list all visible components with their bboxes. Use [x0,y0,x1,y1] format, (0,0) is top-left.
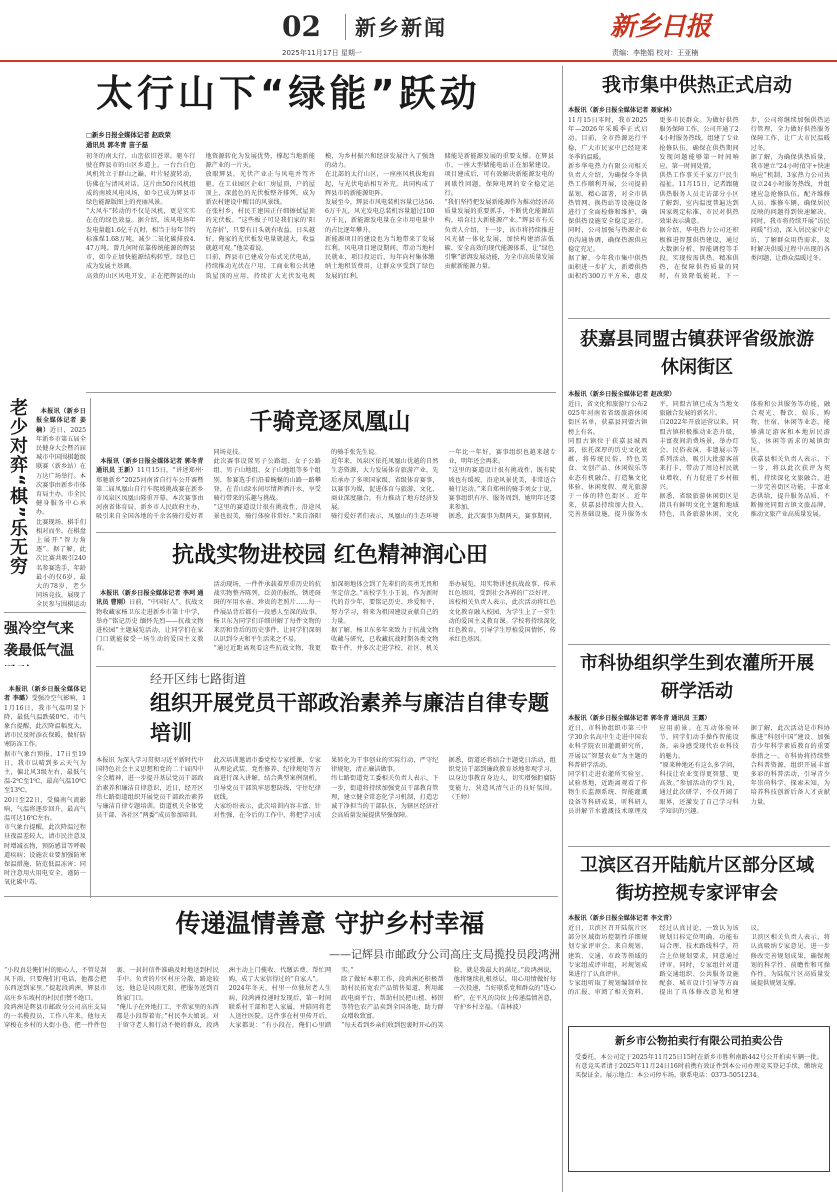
headline-chess-text: 老少对弈“棋”乐无穷 [7,398,28,576]
issue-date: 2025年11月17日 星期一 [282,49,362,57]
divider-lead-bottom [86,392,556,393]
divider-mid-3 [4,896,558,897]
headline-weibin: 卫滨区召开陆航片区部分区域街坊控规专家评审会 [580,855,814,904]
headline-chess [4,398,34,618]
feature-subtitle: ——记辉县市邮政分公司高庄支局揽投员段鸿洲 [329,948,560,961]
headline-tongmeng: 获嘉县同盟古镇获评省级旅游休闲街区 [580,329,814,378]
headline-cycling: 千骑竞逐凤凰山 [249,409,411,435]
headline-war-relics: 抗战实物进校园 红色精神润心田 [172,543,488,568]
divider-right-3 [568,846,830,847]
headline-lead-text: 太行山下“绿能”跃动 [96,72,481,115]
weather-article-body [4,676,86,896]
divider-mid-1 [96,532,556,533]
headline-weather: 强冷空气来袭最低气温 [4,621,74,659]
headline-heating: 我市集中供热正式启动 [601,74,792,96]
divider-right-1 [568,318,830,319]
training-kicker: 经开区纬七路街道 [150,672,247,686]
auction-notice-title: 新乡市公物拍卖行有限公司拍卖公告 [615,1035,783,1047]
divider-vertical-left [90,398,91,898]
science-byline: 本报讯（新乡日报全媒体记者 郭冬青 通讯员 王露） [568,715,711,722]
cycling-byline: 本报讯（新乡日报全媒体记者 郭冬青 通讯员 王新） [96,458,206,475]
chess-byline: 本报讯（新乡日报全媒体记者 姜楠） [36,408,86,434]
war-relics-byline: 本报讯（新乡日报全媒体记者 李珂 通讯员 曹刚） [96,590,204,607]
feature-article-body: “小段真是俺们村的贴心人，不管是刮风下雨，只要俺们打电话，他都会把东西送到家里。”提起段鸿洲，辉县市高庄乡东坡村的村民们赞不绝口。 段鸿洲是辉县市邮政分公司高庄支局的一名揽投员，工作八年来，他每天穿梭在乡村的大街小巷，把一件件包裹、一封封信件准确及时地送到村民手中。负责的片区村庄分散、路途较远，他总是风雨无阻，把服务送到百姓家门口。 “俺儿子在外地打工，平常家里的东西都是小段帮着寄。”村民李大娘说。对于留守老人和行动不便的群众，段鸿洲主动上门揽收、代缴话费、帮忙网购，成了大家信得过的“自家人”。 2024年冬天，村里一位独居老人生病，段鸿洲投递时发现后，第一时间联系村干部和老人家属，并陪同将老人送往医院。这件事在村里传开后，大家都说：“有小段在，俺们心里踏实。” 除了做好本职工作，段鸿洲还积极帮助村民拓宽农产品销售渠道，利用邮政电商平台，帮助村民把山楂、柿饼等特色农产品卖到全国各地，助力群众增收致富。 “每天看到乡亲们收到包裹时开心的笑脸，就是我最大的满足。”段鸿洲说，他将继续扎根基层，用心用情做好每一次投递，当好联系党和群众的“连心桥”，在平凡的岗位上传递温情善意，守护乡村幸福。（苗林波） [4,967,556,1030]
headline-feature: 传递温情善意 守护乡村幸福 [175,909,485,938]
weibin-article-body: 近日，卫滨区召开陆航片区部分区域街坊控制性详细规划专家评审会。来自规划、建筑、交通、市政等领域的专家组成评审组，对规划成果进行了认真评审。 专家组听取了规划编制单位的汇报，审阅了相关资料，经过认真讨论，一致认为该规划目标定位明确、功能布局合理、技术路线科学，符合上位规划要求，同意通过评审。同时，专家组针对道路交通组织、公共服务设施配套、城市设计引导等方面提出了具体修改意见和建议。 卫滨区相关负责人表示，将认真吸纳专家意见，进一步修改完善规划成果，确保规划的科学性、前瞻性和可操作性，为陆航片区高质量发展提供规划支撑。 [568,925,830,997]
lead-article-body: 初冬的南太行，山峦依旧苍翠。驱车行驶在辉县市的山区乡道上，一台台白色风机耸立于群山之巅，叶片轻旋转动，仿佛在与清风对话。这片由50台风机组成的南坡风电风场，如今已成为辉县市绿色能源版图上的亮丽风景。 “大风车”转动的不仅是风机，更是实实在在的绿色效益。据介绍，该风电场年发电量超1.6亿千瓦时，相当于每年节约标准煤1.68万吨，减少二氧化碳排放4.47万吨。曾几何时依靠传统能源的辉县市，如今正加快能源结构转型，绿色已成为发展主基调。 高效的山区风电开发，正在把辉县的山地资源转化为发展优势，撑起当地新能源产业的一片天。 放眼辉县，光伏产业正与风电并驾齐驱。在工业园区企业厂房屋顶，户的屋顶上，深蓝色的光伏板整齐排列，成为新农村建设中醒目的风景线。 在张村乡，村民王建国正仔细擦拭屋顶的光伏板。“这些板子可是我们家的‘阳光存折’，只要有日头就有收益，日头越好，俺家的光伏板发电量就越大，收益就越可观。”他笑着说。 目前，辉县市已建成分布式光伏电站，持续推动光伏在户用、工商业和公共建筑屋顶的应用，持续扩大光伏发电规模，为乡村振兴和经济发展注入了强劲的动力。 在北部的太行山区，一座座风机拔地而起，与光伏电站相互补充，共同构成了辉县市的新能源矩阵。 发展至今，辉县市风电装机容量已达56.6万千瓦，风光发电总装机容量超过100万千瓦，新能源发电量在全市用电量中的占比逐年攀升。 新能源项目的建设也为当地带来了发展红利。风电项目建设期间，带动当地村民就业，项目投运后，每年向村集体缴纳土地租赁费用，让群众享受到了绿色发展的红利。 储能是新能源发展的重要支撑。在辉县市，一座大型储能电站正在加紧建设。项目建成后，可有效解决新能源发电的间歇性问题，保障电网的安全稳定运行。 “我们坚持把发展新能源作为推动经济高质量发展的重要抓手，不断优化能源结构，培育壮大新能源产业。”辉县市有关负责人介绍，下一步，该市将持续推进风光储一体化发展，加快构建清洁低碳、安全高效的现代能源体系，让“绿色引擎”澎湃发展动能，为全市高质量发展贡献新能源力量。 [86,153,554,280]
lead-byline-1: □新乡日报全媒体记者 赵政荣 [86,131,171,139]
tongmeng-byline: 本报讯（新乡日报全媒体记者 赵改荣） [568,391,676,398]
divider-vertical-right [562,66,563,1192]
headline-science: 市科协组织学生到农灌所开展研学活动 [580,653,814,702]
training-article-body: 本报讯 为深入学习贯彻习近平新时代中国特色社会主义思想和党的二十届四中全会精神，进一步提升基层党员干部政治素养和廉洁自律意识，近日，经开区纬七路街道组织开展党员干部政治素养与廉洁自律专题培训。街道机关全体党员干部、各社区“两委”成员参加培训。 此次培训邀请市委党校专家授课，专家从理论武装、党性修养、纪律规矩等方面进行深入讲解，结合典型案例剖析，引导党员干部筑牢思想防线，守住纪律底线。 大家纷纷表示，此次培训内容丰富、针对性强，在今后的工作中，将把学习成果转化为干事创业的实际行动，严守纪律规矩，清正廉洁做事。 纬七路街道党工委相关负责人表示，下一步，街道将持续加强党员干部教育管理，建立健全常态化学习机制，打造忠诚干净担当的干部队伍，为辖区经济社会高质量发展提供坚强保障。 据悉，街道还将结合主题党日活动，组织党员干部到廉政教育基地参观学习，以身边事教育身边人，切实增强拒腐防变能力，营造风清气正的良好氛围。（王婷） [96,757,556,820]
cycling-body-text: 11月15日，“讲述郑州·郑驰新乡”2025河南省自行车公开赛暨第二届凤凰山自行车爬坡挑战赛在新乡市凤泉区凤凰山隆重开幕。本次赛事由河南省体育局、新乡市人民政府主办，吸引来自全国各地的千余名骑行爱好者同场竞技。 此次赛事设置男子公路组、女子公路组、男子山地组、女子山地组等多个组别，参赛选手们沿着蜿蜒的山路一路攀登，在青山绿水间尽情挥洒汗水，享受骑行带来的乐趣与挑战。 “这里的赛道设计很有挑战性，沿途风景也很美，骑行体验非常好。”来自洛阳的骑手张先生说。 近年来，凤泉区依托凤凰山优越的自然生态资源，大力发展体育旅游产业，先后承办了多项国家级、省级体育赛事，以赛事为媒，促进体育与旅游、文化、商业深度融合，有力推动了地方经济发展。 骑行爱好者们表示，凤凰山的生态环境一年比一年好，赛事组织也越来越专业，明年还会再来。 “这里的赛道设计很有挑战性，既有陡坡也有缓坡，沿途风景优美，非常适合骑行运动。”来自郑州的骑手刘女士说，赛事组织有序、服务周到，她明年还要来参加。 据悉，此次赛事为期两天，赛事期间， [96,449,556,521]
section-title: 新乡新闻 [355,16,447,40]
masthead-rule [0,60,837,62]
divider-mid-2 [96,666,556,667]
masthead-divider [345,14,346,40]
editor-credits: 责编：李艳娟 校对：王亚楠 [612,49,699,57]
cycling-article-body [96,448,556,528]
page-number: 02 [282,10,321,43]
heating-article-body: 11月15日零时，我市2025年—2026年采暖季正式启动。目前，全市热源运行平稳，广大市民家中已经迎来冬季的温暖。 新乡华电热力有限公司相关负责人介绍，为确保今冬供热工作顺利开展，公司提前谋划、精心部署，对全市供热管网、换热站等设施设备进行了全面检修和维护，确保供热设施安全稳定运行。同时，公司加强与热源企业的沟通协调，确保热源供应稳定充足。 据了解，今年我市集中供热面积进一步扩大，新增供热面积约300万平方米，惠及更多市民群众。为做好供热服务保障工作，公司开通了24小时服务热线，组建了专业抢修队伍，确保在供热期间发现问题能够第一时间响应、第一时间处置。 供热工作事关千家万户民生福祉。11月15日，记者跟随供热服务人员走访部分小区了解到，室内温度普遍达到国家规定标准，市民对供热效果表示满意。 据介绍，华电热力公司还积极推进智慧供热建设，通过大数据分析、智能调控等手段，实现按需供热、精准供热，在保障供热质量的同时，有效降低能耗。下一步，公司将继续加强供热运行管理，全力做好供热服务保障工作，让广大市民温暖过冬。 据了解，为确保供热质量，我市建立“24小时值守+快速响应”机制，3家热力公司共设立24小时服务热线，并组建应急抢修队伍，配齐维修人员、维修车辆，确保居民反映的问题得到快速解决。同时，我市将持续开展“访民问暖”行动，深入居民家中走访，了解群众用热需求，及时解决供暖过程中出现的各类问题，让群众温暖过冬。 [568,117,830,281]
divider-right-2 [568,644,830,645]
heating-byline: 本报讯（新乡日报全媒体记者 聂家林） [568,107,676,114]
science-article-body: 近日，市科协组织市第三中学30余名高中生走进中国农业科学院农田灌溉研究所，开展以“智慧农业”为主题的科普研学活动。 同学们走进农灌所实验室、试验基地，近距离观看了作物生长监测系统、智能灌溉设备等科研成果，听科研人员讲解节水灌溉技术原理及应用前景。在互动体验环节，同学们动手操作智能设备，亲身感受现代农业科技的魅力。 “原来种地还有这么多学问，科技让农业变得更智慧、更高效。”参加活动的学生说，通过此次研学，不仅开阔了眼界，还激发了自己学习科学知识的兴趣。 据了解，此次活动是市科协推进“科创中国”建设、加强青少年科学素质教育的重要举措之一。市科协将持续整合科普资源，组织开展丰富多彩的科普活动，引导青少年崇尚科学、探索未知，为培养科技创新后备人才贡献力量。 [568,725,830,815]
war-relics-body-text: 日前，“中国好人”、抗战文物收藏家杨卫东走进新乡市第十中学，举办“铭记历史 缅怀先烈——抗战文物进校园”主题展览活动，让同学们在家门口就能接受一场生动的爱国主义教育。 活动现场，一件件承载着厚重历史的抗战实物整齐陈列，泛黄的报纸、锈迹斑斑的军用水壶、珍贵的老照片……每一件展品背后都有一段感人至深的故事。杨卫东为同学们详细讲解了每件文物的来历和背后的历史事件，让同学们深刻认识到今天和平生活来之不易。 “通过近距离观看这些抗战文物，我更加深刻地体会到了先辈们的英勇无畏和坚定信念。”该校学生小王说，作为新时代的青少年，要铭记历史、珍爱和平，努力学习，将来为祖国建设贡献自己的力量。 据了解，杨卫东多年来致力于抗战文物收藏与研究，已收藏抗战时期各类文物数千件，并多次走进学校、社区、机关举办展览，用实物讲述抗战故事，传承红色基因，受到社会各界的广泛好评。 该校相关负责人表示，此次活动将红色文化教育融入校园，为学生上了一堂生动的爱国主义教育课。学校将持续深化红色教育，引导学生厚植爱国情怀，传承红色基因。 [96,581,556,653]
auction-notice-body: 受委托，本公司定于2025年11月25日15时在新乡市胜利南路442号公开拍卖车辆一批。有意竞买者请于2025年11月24日16时前携有效证件到本公司办理竞买登记手续，缴纳竞买保证金。展示地点：本公司停车场。联系电话：0373-5051234。 [575,1054,823,1080]
weibin-byline: 本报讯（新乡日报全媒体记者 李文青） [568,915,676,922]
weather-byline: 本报讯（新乡日报全媒体记者 李璐） [4,686,86,703]
war-relics-article-body [96,580,556,662]
lead-byline-2: 通讯员 郭冬青 苗子磊 [86,141,148,149]
weather-body-text: 受强冷空气影响，11月16日，我市气温明显下降，最低气温跌破0℃。市气象台提醒，此次降温幅度大，请市民及时添衣保暖，做好防寒防冻工作。 据市气象台预报，17日至19日，我市以晴到多云天气为主，偏北风3级左右，最低气温-2℃至1℃，最高气温10℃至13℃。 20日至22日，受偏南气流影响，气温将逐步回升，最高气温可达16℃左右。 市气象台提醒，此次降温过程昼夜温差较大，请市民注意及时增减衣物，预防感冒等呼吸道疾病；设施农业要加强防寒保温措施，防范低温冻害；同时注意用火用电安全，谨防一氧化碳中毒。 [4,695,86,887]
divider-left-1 [4,612,86,613]
headline-lead [96,66,556,122]
chess-article-body [36,398,86,608]
newspaper-logo: 新乡日报 [610,12,711,42]
auction-notice-box [568,1026,830,1172]
tongmeng-article-body: 近日，省文化和旅游厅公布2025年河南省省级旅游休闲街区名单，获嘉县同盟古镇榜上有名。 同盟古镇位于获嘉县城西部，依托深厚的历史文化底蕴，将传统民俗、特色美食、文创产品、休闲娱乐等业态有机融合，打造集文化体验、休闲度假、观光旅游于一体的特色街区。近年来，获嘉县持续加大投入，完善基础设施，提升服务水平，同盟古镇已成为当地文旅融合发展的新名片。 自2022年开放运营以来，同盟古镇积极推动业态升级，丰富夜间消费场景，举办灯会、民俗表演、非遗展示等系列活动，吸引大批游客前来打卡，带动了周边村民就业增收，有力促进了乡村振兴。 据悉，省级旅游休闲街区是指具有鲜明文化主题和地域特色，具备旅游休闲、文化体验和公共服务等功能，融合观光、餐饮、娱乐、购物、住宿、休闲等业态，能够满足游客和本地居民游览、休闲等需求的城镇街区。 获嘉县相关负责人表示，下一步，将以此次获评为契机，持续深化文旅融合，进一步完善街区功能，丰富业态供给，提升服务品质，不断擦亮同盟古镇文旅品牌，推动文旅产业高质量发展。 [568,401,830,519]
chess-body-text: 近日，2025年新乡市第五届全民健身大会暨首届城市中国围棋超级联赛（新乡站）在万达广场举行。本次赛事由新乡市体育局主办，市全民健身服务中心承办。 比赛现场，棋手们相对而坐，在棋盘上展开“智力角逐”。据了解，此次比赛共吸引240名参赛选手，年龄最小的仅6岁，最大的78岁，老少同场竞技，展现了全民参与围棋运动 [36,426,86,608]
headline-training: 组织开展党员干部政治素养与廉洁自律专题培训 [150,691,549,745]
